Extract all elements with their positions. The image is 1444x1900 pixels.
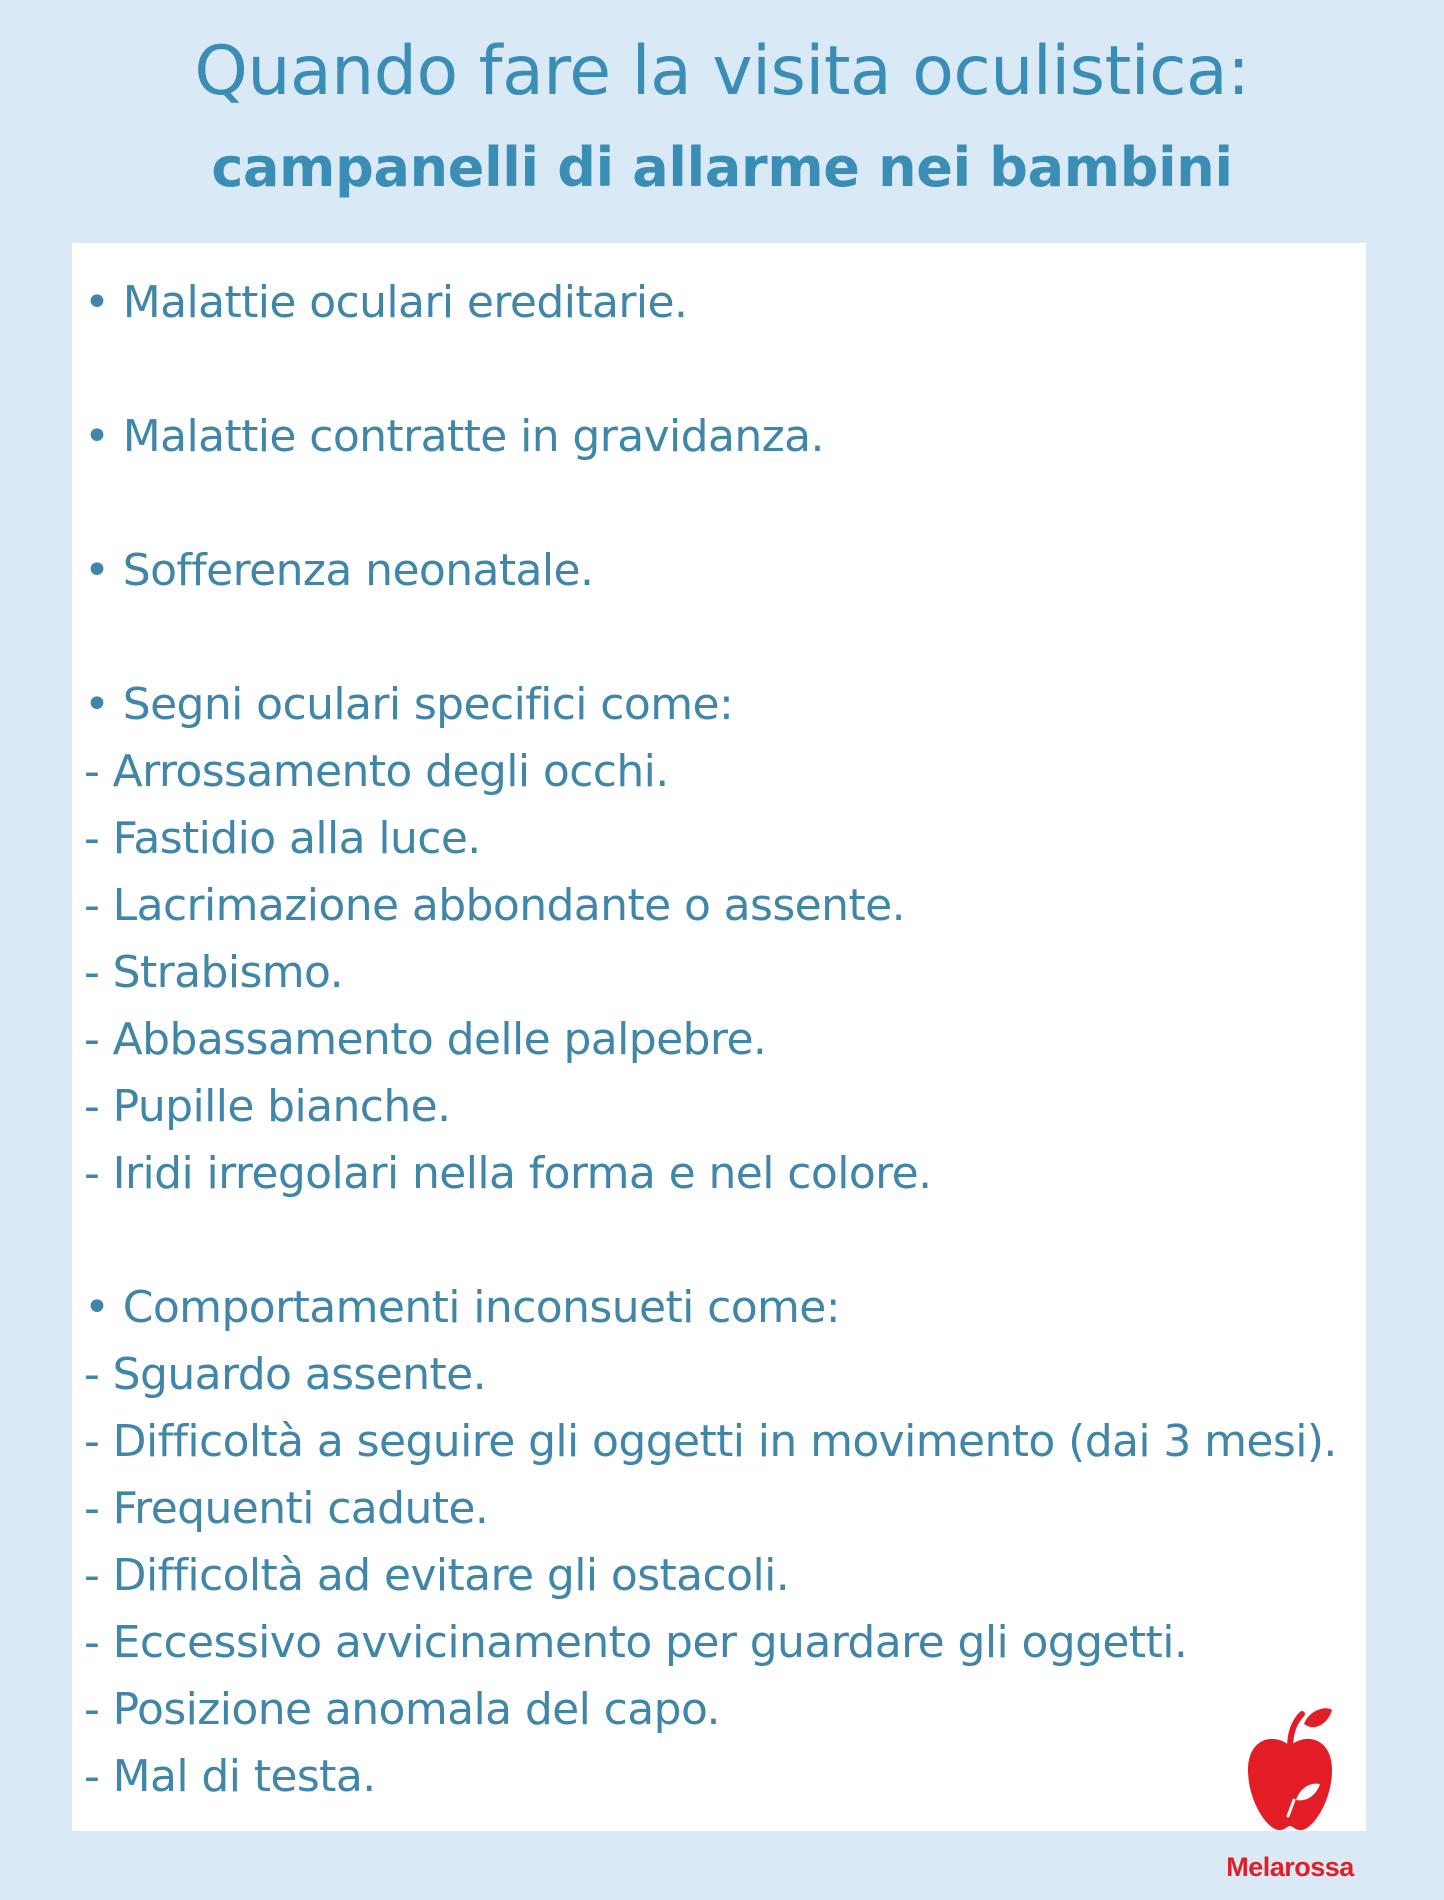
list-item: - Strabismo.: [84, 947, 343, 998]
list-item: - Fastidio alla luce.: [84, 813, 481, 864]
spacer: [84, 604, 1364, 671]
list-item: • Malattie contratte in gravidanza.: [84, 411, 824, 462]
list-item: - Frequenti cadute.: [84, 1483, 489, 1534]
list-item: • Comportamenti inconsueti come:: [84, 1282, 840, 1333]
brand-logo: [1210, 1704, 1370, 1884]
spacer: [84, 470, 1364, 537]
list-item: - Abbassamento delle palpebre.: [84, 1014, 767, 1065]
warning-signs-list: [84, 269, 1364, 1810]
page-title: Quando fare la visita oculistica:: [194, 32, 1250, 111]
list-item: - Mal di testa.: [84, 1751, 376, 1802]
spacer: [84, 336, 1364, 403]
list-item: - Difficoltà ad evitare gli ostacoli.: [84, 1550, 790, 1601]
apple-icon: [1244, 1704, 1336, 1844]
list-item: - Eccessivo avvicinamento per guardare gli oggetti.: [84, 1617, 1188, 1668]
list-item: - Iridi irregolari nella forma e nel colore.: [84, 1148, 932, 1199]
list-item: - Posizione anomala del capo.: [84, 1684, 720, 1735]
list-item: • Sofferenza neonatale.: [84, 545, 594, 596]
brand-name: Melarossa: [1226, 1852, 1354, 1882]
page-subtitle: campanelli di allarme nei bambini: [211, 136, 1233, 199]
list-item: - Lacrimazione abbondante o assente.: [84, 880, 905, 931]
content-card: [72, 243, 1366, 1831]
list-item: - Difficoltà a seguire gli oggetti in movimento (dai 3 mesi).: [84, 1416, 1337, 1467]
list-item: - Pupille bianche.: [84, 1081, 451, 1132]
list-item: - Sguardo assente.: [84, 1349, 487, 1400]
list-item: - Arrossamento degli occhi.: [84, 746, 669, 797]
list-item: • Malattie oculari ereditarie.: [84, 277, 688, 328]
spacer: [84, 1207, 1364, 1274]
list-item: • Segni oculari specifici come:: [84, 679, 734, 730]
